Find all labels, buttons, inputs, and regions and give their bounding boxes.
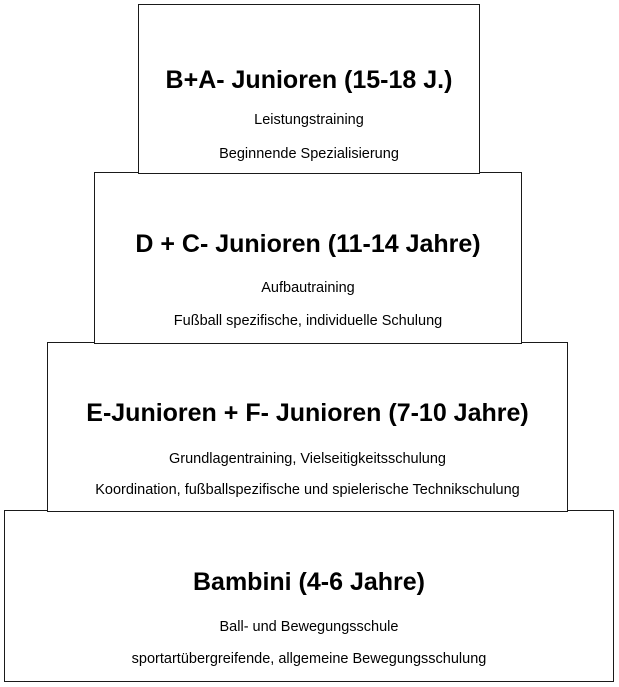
tier-title: B+A- Junioren (15-18 J.) xyxy=(165,66,453,94)
tier-description-line: Aufbautraining xyxy=(261,280,355,296)
tier-title: D + C- Junioren (11-14 Jahre) xyxy=(135,230,481,258)
tier-title: E-Junioren + F- Junioren (7-10 Jahre) xyxy=(86,399,529,427)
pyramid-tier-d-c-junioren xyxy=(94,172,522,344)
tier-title: Bambini (4-6 Jahre) xyxy=(192,568,425,596)
tier-description-line: Fußball spezifische, individuelle Schulung xyxy=(173,313,443,329)
tier-description-line: sportartübergreifende, allgemeine Bewegungsschulung xyxy=(131,651,487,667)
pyramid-tier-b-a-junioren xyxy=(138,4,480,174)
tier-description-line: Koordination, fußballspezifische und spielerische Technikschulung xyxy=(95,482,520,498)
tier-description-line: Grundlagentraining, Vielseitigkeitsschulung xyxy=(168,451,446,467)
tier-description-line: Ball- und Bewegungsschule xyxy=(219,619,399,635)
pyramid-tier-bambini xyxy=(4,510,614,682)
tier-description-line: Leistungstraining xyxy=(254,112,364,128)
tier-description-line: Beginnende Spezialisierung xyxy=(219,146,399,162)
pyramid-tier-e-f-junioren xyxy=(47,342,568,512)
